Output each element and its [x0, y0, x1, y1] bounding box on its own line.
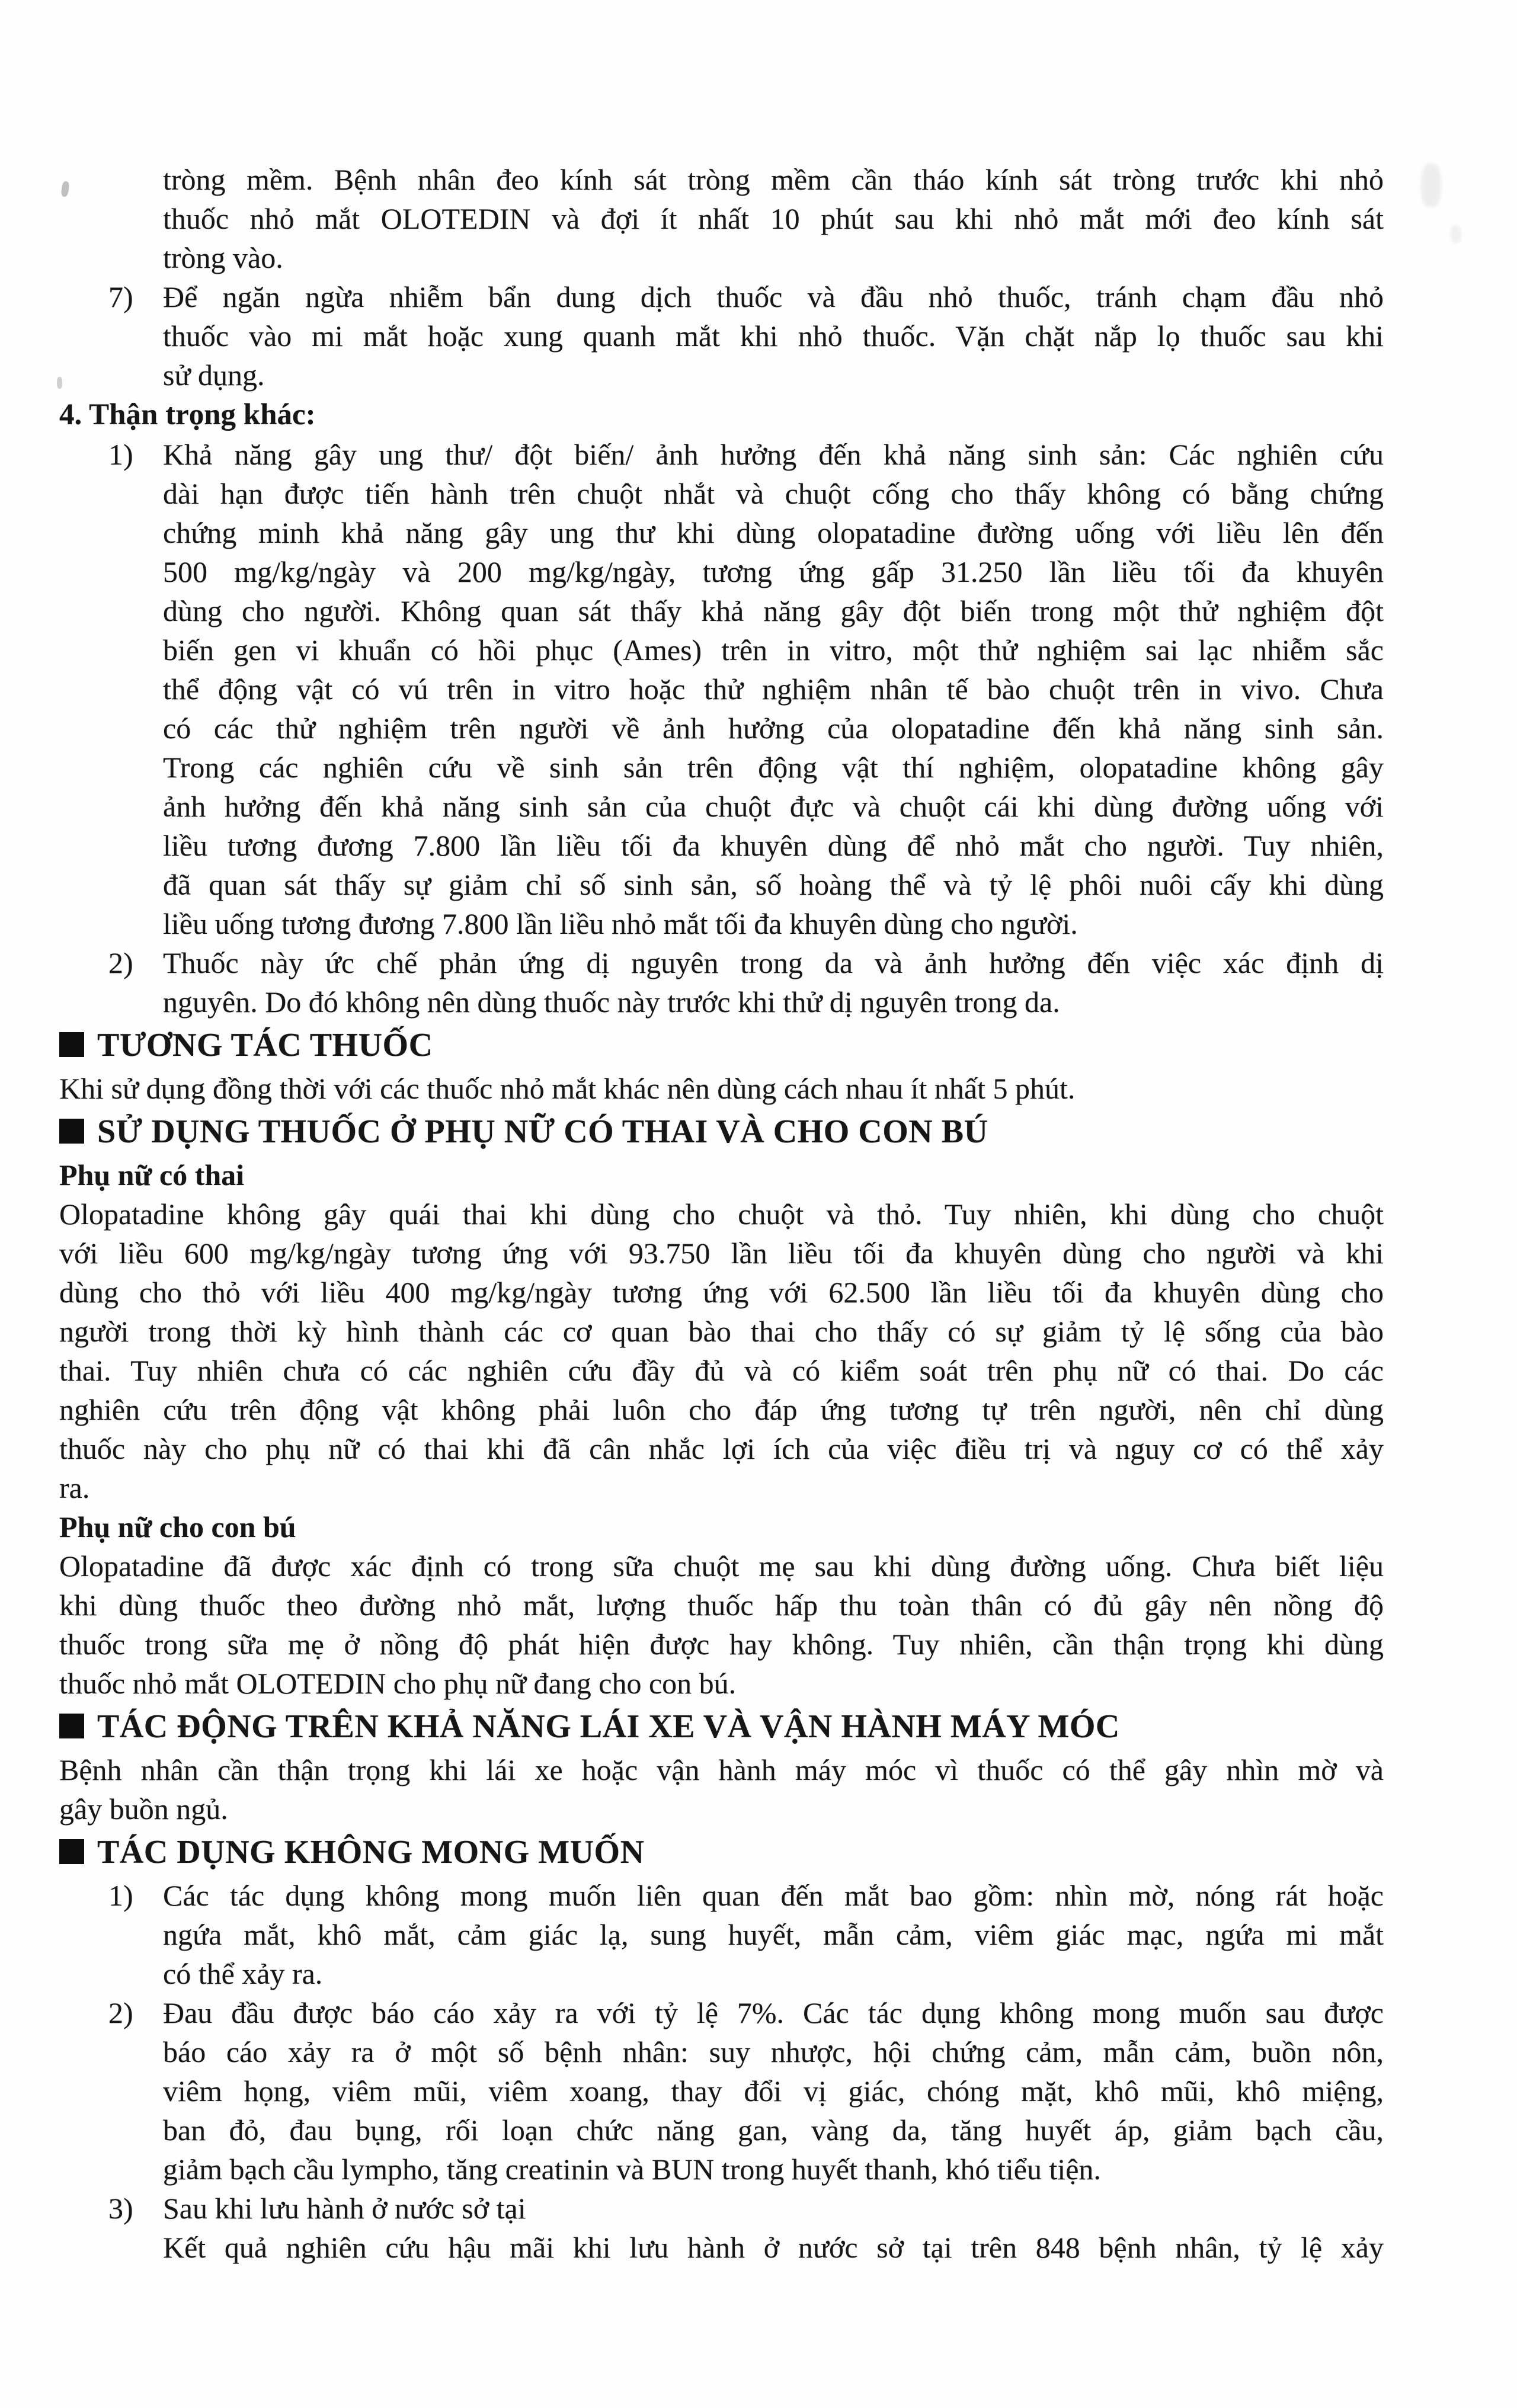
text-line: giảm bạch cầu lympho, tăng creatinin và BUN trong huyết thanh, khó tiểu tiện.	[163, 2153, 1101, 2186]
list-item	[108, 1993, 1384, 2189]
section-heading-label: TƯƠNG TÁC THUỐC	[97, 1027, 433, 1064]
text-line: Trong các nghiên cứu về sinh sản trên động vật thí nghiệm, olopatadine không gây	[163, 751, 1384, 784]
document-page-content	[59, 160, 1384, 2267]
text-line: 500 mg/kg/ngày và 200 mg/kg/ngày, tương ứng gấp 31.250 lần liều tối đa khuyên	[163, 555, 1384, 588]
text-line: thuốc trong sữa mẹ ở nồng độ phát hiện được hay không. Tuy nhiên, cần thận trọng khi dùng	[59, 1628, 1384, 1661]
list-item	[108, 277, 1384, 395]
section-heading	[59, 1703, 1384, 1750]
section-heading-label: TÁC ĐỘNG TRÊN KHẢ NĂNG LÁI XE VÀ VẬN HÀNH MÁY MÓC	[97, 1708, 1120, 1745]
text-line: liều tương đương 7.800 lần liều tối đa khuyên dùng để nhỏ mắt cho người. Tuy nhiên,	[163, 829, 1384, 862]
text-line: tròng vào.	[163, 241, 283, 274]
text-line: đã quan sát thấy sự giảm chỉ số sinh sản, số hoàng thể và tỷ lệ phôi nuôi cấy khi dùng	[163, 868, 1384, 901]
text-line: liều uống tương đương 7.800 lần liều nhỏ mắt tối đa khuyên dùng cho người.	[163, 907, 1078, 940]
text-line: thai. Tuy nhiên chưa có các nghiên cứu đầy đủ và có kiểm soát trên phụ nữ có thai. Do các	[59, 1354, 1384, 1387]
subsection-heading: Phụ nữ có thai	[59, 1158, 245, 1192]
text-line: thể động vật có vú trên in vitro hoặc thử nghiệm nhân tế bào chuột trên in vivo. Chưa	[163, 673, 1384, 706]
section-heading	[59, 1108, 1384, 1155]
text-line: thuốc nhỏ mắt OLOTEDIN và đợi ít nhất 10 phút sau khi nhỏ mắt mới đeo kính sát	[163, 202, 1384, 235]
item-marker: 3)	[108, 2192, 133, 2225]
paragraph	[59, 1750, 1384, 1829]
section-heading	[59, 1829, 1384, 1876]
text-line: dùng cho thỏ với liều 400 mg/kg/ngày tương ứng với 62.500 lần liều tối đa khuyên dùng cho	[59, 1276, 1384, 1309]
text-line: Sau khi lưu hành ở nước sở tại	[163, 2192, 526, 2225]
section-square-icon	[59, 1714, 84, 1738]
item-marker: 1)	[108, 1879, 133, 1912]
text-line: có các thử nghiệm trên người về ảnh hưởng của olopatadine đến khả năng sinh sản.	[163, 712, 1384, 745]
text-line: sử dụng.	[163, 358, 265, 392]
text-line: ngứa mắt, khô mắt, cảm giác lạ, sung huyết, mẫn cảm, viêm giác mạc, ngứa mi mắt	[163, 1918, 1384, 1951]
text-line: với liều 600 mg/kg/ngày tương ứng với 93.750 lần liều tối đa khuyên dùng cho người và khi	[59, 1237, 1384, 1270]
text-line: thuốc này cho phụ nữ có thai khi đã cân nhắc lợi ích của việc điều trị và nguy cơ có thể xảy	[59, 1432, 1384, 1465]
section-square-icon	[59, 1032, 84, 1057]
text-line: nghiên cứu trên động vật không phải luôn cho đáp ứng tương tự trên người, nên chỉ dùng	[59, 1393, 1384, 1426]
paragraph	[163, 2228, 1384, 2267]
text-line: nguyên. Do đó không nên dùng thuốc này trước khi thử dị nguyên trong da.	[163, 985, 1060, 1019]
text-line: thuốc vào mi mắt hoặc xung quanh mắt khi nhỏ thuốc. Vặn chặt nắp lọ thuốc sau khi	[163, 319, 1384, 353]
numbered-heading: 4. Thận trọng khác:	[59, 398, 316, 431]
item-marker: 2)	[108, 1996, 133, 2029]
item-marker: 2)	[108, 946, 133, 979]
item-marker: 1)	[108, 438, 133, 471]
text-line: Khả năng gây ung thư/ đột biến/ ảnh hưởng đến khả năng sinh sản: Các nghiên cứu	[163, 438, 1384, 471]
paragraph	[59, 1069, 1384, 1108]
text-line: gây buồn ngủ.	[59, 1792, 228, 1826]
text-line: ảnh hưởng đến khả năng sinh sản của chuột đực và chuột cái khi dùng đường uống với	[163, 790, 1384, 823]
text-line: khi dùng thuốc theo đường nhỏ mắt, lượng thuốc hấp thu toàn thân có đủ gây nên nồng độ	[59, 1589, 1384, 1622]
item-marker: 7)	[108, 280, 133, 313]
section-square-icon	[59, 1119, 84, 1144]
text-line: ra.	[59, 1471, 90, 1504]
section-heading-label: TÁC DỤNG KHÔNG MONG MUỐN	[97, 1834, 645, 1871]
text-line: thuốc nhỏ mắt OLOTEDIN cho phụ nữ đang cho con bú.	[59, 1667, 737, 1700]
paragraph	[59, 1195, 1384, 1507]
text-line: Kết quả nghiên cứu hậu mãi khi lưu hành ở nước sở tại trên 848 bệnh nhân, tỷ lệ xảy	[163, 2231, 1384, 2264]
text-line: Các tác dụng không mong muốn liên quan đến mắt bao gồm: nhìn mờ, nóng rát hoặc	[163, 1879, 1384, 1912]
section-square-icon	[59, 1839, 84, 1864]
section-heading-label: SỬ DỤNG THUỐC Ở PHỤ NỮ CÓ THAI VÀ CHO CON BÚ	[97, 1113, 988, 1150]
text-line: dùng cho người. Không quan sát thấy khả năng gây đột biến trong một thử nghiệm đột	[163, 594, 1384, 627]
paragraph	[163, 160, 1384, 277]
text-line: tròng mềm. Bệnh nhân đeo kính sát tròng mềm cần tháo kính sát tròng trước khi nhỏ	[163, 163, 1384, 196]
text-line: Khi sử dụng đồng thời với các thuốc nhỏ mắt khác nên dùng cách nhau ít nhất 5 phút.	[59, 1072, 1076, 1105]
text-line: Đau đầu được báo cáo xảy ra với tỷ lệ 7%. Các tác dụng không mong muốn sau được	[163, 1996, 1384, 2029]
text-line: chứng minh khả năng gây ung thư khi dùng olopatadine đường uống với liều lên đến	[163, 516, 1384, 549]
text-line: ban đỏ, đau bụng, rối loạn chức năng gan, vàng da, tăng huyết áp, giảm bạch cầu,	[163, 2114, 1384, 2147]
scan-artifact	[1451, 225, 1461, 243]
list-item	[108, 435, 1384, 943]
text-line: biến gen vi khuẩn có hồi phục (Ames) trên in vitro, một thử nghiệm sai lạc nhiễm sắc	[163, 633, 1384, 667]
text-line: Olopatadine đã được xác định có trong sữa chuột mẹ sau khi dùng đường uống. Chưa biết liệu	[59, 1549, 1384, 1583]
text-line: người trong thời kỳ hình thành các cơ quan bào thai cho thấy có sự giảm tỷ lệ sống của bào	[59, 1315, 1384, 1348]
text-line: viêm họng, viêm mũi, viêm xoang, thay đổi vị giác, chóng mặt, khô mũi, khô miệng,	[163, 2074, 1384, 2108]
text-line: Để ngăn ngừa nhiễm bẩn dung dịch thuốc và đầu nhỏ thuốc, tránh chạm đầu nhỏ	[163, 280, 1384, 313]
section-heading	[59, 1022, 1384, 1069]
list-item	[108, 1876, 1384, 1993]
subsection-heading: Phụ nữ cho con bú	[59, 1510, 296, 1544]
scan-artifact	[1421, 164, 1441, 207]
list-item	[108, 2189, 1384, 2228]
text-line: dài hạn được tiến hành trên chuột nhắt và chuột cống cho thấy không có bằng chứng	[163, 477, 1384, 510]
text-line: có thể xảy ra.	[163, 1957, 323, 1990]
list-item	[108, 943, 1384, 1022]
text-line: Bệnh nhân cần thận trọng khi lái xe hoặc vận hành máy móc vì thuốc có thể gây nhìn mờ và	[59, 1753, 1384, 1786]
text-line: Olopatadine không gây quái thai khi dùng cho chuột và thỏ. Tuy nhiên, khi dùng cho chuột	[59, 1197, 1384, 1231]
text-line: báo cáo xảy ra ở một số bệnh nhân: suy nhược, hội chứng cảm, mẫn cảm, buồn nôn,	[163, 2035, 1384, 2068]
paragraph	[59, 1546, 1384, 1703]
text-line: Thuốc này ức chế phản ứng dị nguyên trong da và ảnh hưởng đến việc xác định dị	[163, 946, 1384, 979]
